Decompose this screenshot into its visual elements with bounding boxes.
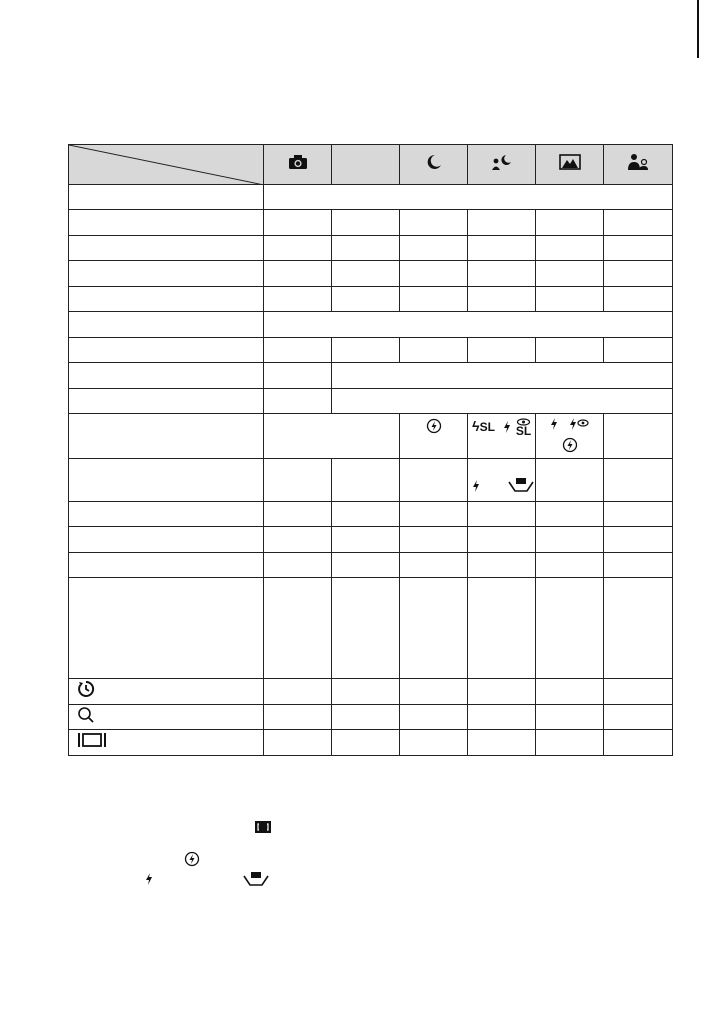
value-cell [264,578,332,679]
value-cell [264,679,332,705]
autofocus-frame-icon [255,820,271,838]
value-cell [264,338,332,363]
value-cell [468,210,536,236]
header-mode-5 [536,145,604,185]
header-mode-2 [332,145,400,185]
value-cell [400,578,468,679]
value-cell [400,338,468,363]
value-cell [332,236,400,261]
value-cell [264,553,332,578]
value-cell [332,679,400,705]
crescent-moon-icon [425,153,443,176]
value-cell [468,261,536,287]
value-cell [264,287,332,312]
value-cell [536,502,604,527]
merged-value-cell [264,185,673,210]
value-cell [604,210,673,236]
value-cell [536,261,604,287]
table-row [69,705,673,730]
header-mode-6 [604,145,673,185]
value-cell [264,502,332,527]
scene-settings-table [68,144,673,756]
row-label-cell [69,705,264,730]
value-cell [536,210,604,236]
value-cell [400,705,468,730]
table-row [69,578,673,679]
value-cell [536,730,604,756]
row-label-cell [69,578,264,679]
row-label-cell [69,502,264,527]
table-row [69,389,673,414]
diagonal-divider [69,145,264,185]
value-cell [264,459,332,502]
value-cell [468,502,536,527]
header-mode-4 [468,145,536,185]
value-cell [264,527,332,553]
value-cell [604,236,673,261]
zoom-magnifier-icon [77,706,95,729]
value-cell [264,705,332,730]
value-cell [604,338,673,363]
value-cell [332,730,400,756]
value-cell [332,459,400,502]
macro-tripod-icon [243,872,269,891]
row-label-cell [69,236,264,261]
table-row [69,261,673,287]
value-cell [604,578,673,679]
row-label-cell [69,459,264,502]
value-cell [468,459,536,502]
value-cell [468,679,536,705]
value-cell [468,730,536,756]
row-label-cell [69,414,264,459]
value-cell [400,210,468,236]
value-cell [604,261,673,287]
table-row [69,236,673,261]
row-label-cell [69,287,264,312]
value-cell [332,502,400,527]
value-cell [400,553,468,578]
value-cell [468,553,536,578]
merged-value-cell [264,414,400,459]
value-cell [468,705,536,730]
table-row-flash [69,414,673,459]
flash-off-icon [184,851,200,872]
table-header-row [69,145,673,185]
value-cell [536,414,604,459]
value-cell [536,527,604,553]
macro-tripod-icon [508,478,534,497]
table-row [69,312,673,338]
table-row [69,730,673,756]
value-cell [332,338,400,363]
table-row [69,502,673,527]
flash-on-icon [550,417,558,435]
row-label-cell [69,679,264,705]
value-cell [468,287,536,312]
value-cell [332,261,400,287]
value-cell [264,236,332,261]
twilight-portrait-icon [490,153,514,176]
value-cell [400,502,468,527]
table-row [69,287,673,312]
flash-redeye-icon [569,417,589,435]
page-edge-marker [697,0,699,58]
value-cell [536,553,604,578]
row-label-cell [69,389,264,414]
table-row [69,679,673,705]
value-cell [264,261,332,287]
flash-slow-sync-icon: ϟSL [472,418,495,434]
table-row [69,185,673,210]
header-mode-3 [400,145,468,185]
value-cell [536,236,604,261]
value-cell [332,578,400,679]
note-autofocus [255,820,271,838]
value-cell [264,730,332,756]
value-cell [332,287,400,312]
value-cell [604,730,673,756]
flash-slow-sync-redeye-icon: SL [503,418,530,436]
row-label-cell [69,338,264,363]
value-cell [604,502,673,527]
value-cell [400,459,468,502]
camera-auto-icon [288,154,308,175]
table-row [69,527,673,553]
value-cell [536,679,604,705]
value-cell [264,210,332,236]
row-label-cell [69,312,264,338]
value-cell [400,527,468,553]
value-cell [536,287,604,312]
flash-off-icon [426,418,442,439]
value-cell [604,287,673,312]
merged-value-cell [264,312,673,338]
table-row [69,210,673,236]
value-cell [536,338,604,363]
row-label-cell [69,553,264,578]
value-cell [332,553,400,578]
value-cell [400,679,468,705]
value-cell [264,389,332,414]
value-cell [264,363,332,389]
value-cell [604,705,673,730]
value-cell [468,236,536,261]
header-mode-1 [264,145,332,185]
value-cell [604,679,673,705]
flash-on-icon [472,479,480,497]
table-row [69,338,673,363]
value-cell [332,210,400,236]
value-cell [604,553,673,578]
table-row [69,459,673,502]
value-cell [468,527,536,553]
value-cell [536,459,604,502]
value-cell [604,414,673,459]
note-flash-macro [145,872,269,890]
row-label-cell [69,730,264,756]
flash-off-icon [562,437,578,458]
frame-bracket-icon [77,732,107,753]
merged-value-cell [332,389,673,414]
value-cell [468,414,536,459]
corner-header-cell [69,145,264,185]
self-timer-icon [77,680,95,703]
value-cell [536,578,604,679]
value-cell [400,730,468,756]
table-row [69,553,673,578]
value-cell [604,459,673,502]
row-label-cell [69,185,264,210]
value-cell [400,261,468,287]
note-flash-off [184,852,200,870]
merged-value-cell [332,363,673,389]
value-cell [468,578,536,679]
value-cell [400,414,468,459]
landscape-icon [559,154,581,175]
flash-on-icon [145,872,153,890]
value-cell [604,527,673,553]
row-label-cell [69,363,264,389]
value-cell [536,705,604,730]
row-label-cell [69,261,264,287]
portrait-plus-icon [627,152,649,177]
value-cell [400,236,468,261]
value-cell [332,705,400,730]
value-cell [400,287,468,312]
value-cell [332,527,400,553]
table-row [69,363,673,389]
value-cell [468,338,536,363]
row-label-cell [69,527,264,553]
row-label-cell [69,210,264,236]
